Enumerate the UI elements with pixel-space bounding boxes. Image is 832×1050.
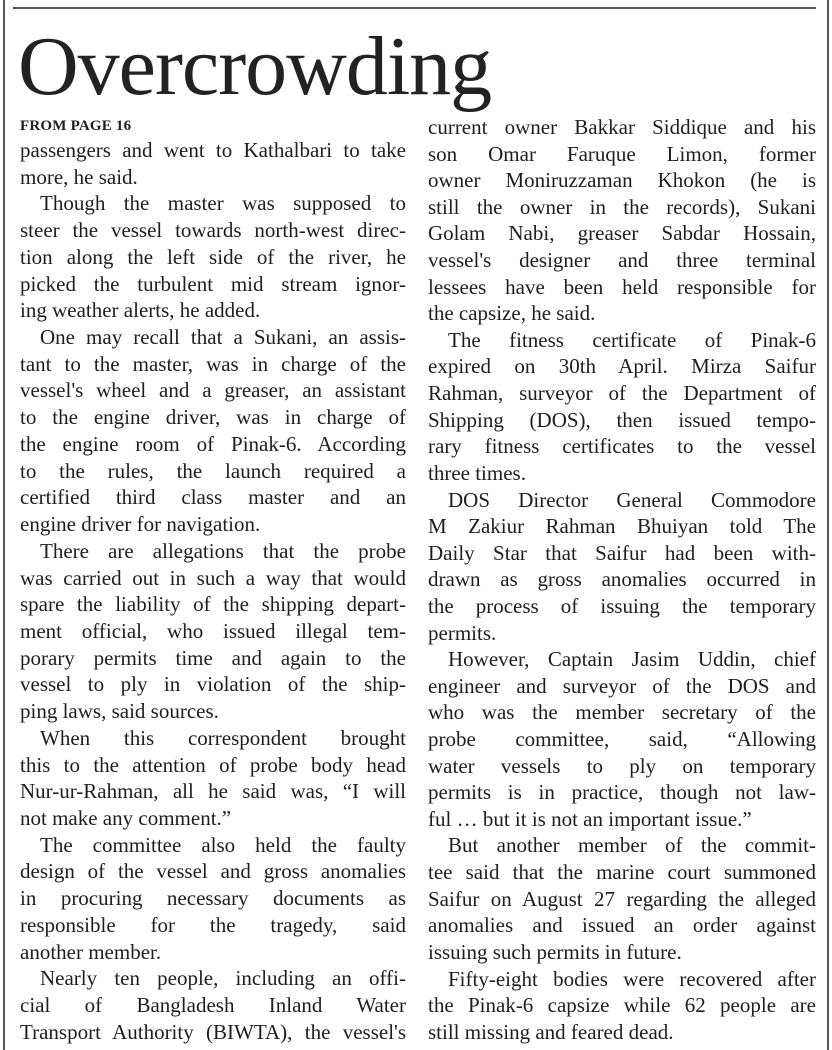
article-text-line: cial of Bangladesh Inland Water [20,993,406,1017]
clipping-border-right [827,0,829,1050]
article-text-line: another member. [20,939,162,964]
article-text-line: still missing and feared dead. [428,1019,674,1044]
article-text-line: Shipping (DOS), then issued tempo- [428,407,816,432]
article-text-line: permits is in practice, though not law- [428,780,816,805]
article-text-line: still the owner in the records), Sukani [428,194,816,219]
article-text-line: to the engine driver, was in charge of [20,405,406,430]
article-text-line: water vessels to ply on temporary [428,753,816,778]
article-text-line: M Zakiur Rahman Bhuiyan told The [428,514,816,539]
article-column-left [20,138,406,1044]
article-text-line: But another member of the commit- [448,833,816,858]
article-text-line: son Omar Faruque Limon, former [428,141,816,166]
article-text-line: The committee also held the faulty [40,832,406,857]
article-text-line: this to the attention of probe body head [20,752,406,777]
article-text-line: DOS Director General Commodore [448,487,816,512]
article-text-line: drawn as gross anomalies occurred in [428,567,816,592]
article-text-line: current owner Bakkar Siddique and his [428,115,816,139]
article-text-line: There are allegations that the probe [40,538,406,563]
article-text-line: tee said that the marine court summoned [428,860,816,885]
article-text-line: to the rules, the launch required a [20,458,406,483]
headline: Overcrowding [18,20,492,113]
article-text-line: vessel to ply in violation of the ship- [20,672,406,697]
clipping-border-left [3,0,5,1050]
article-text-line: expired on 30th April. Mirza Saifur [428,354,816,379]
top-rule-divider [13,7,816,9]
article-text-line: engine driver for navigation. [20,512,261,537]
article-text-line: owner Moniruzzaman Khokon (he is [428,168,816,193]
article-text-line: Transport Authority (BIWTA), the vessel's [20,1019,406,1044]
article-text-line: the capsize, he said. [428,301,596,326]
article-text-line: porary permits time and again to the [20,645,406,670]
article-text-line: ing weather alerts, he added. [20,298,261,323]
article-text-line: three times. [428,460,526,485]
article-text-line: issuing such permits in future. [428,939,682,964]
continued-from-label: FROM PAGE 16 [20,118,132,134]
article-text-line: passengers and went to Kathalbari to take [20,138,406,162]
article-text-line: certified third class master and an [20,485,406,510]
article-text-line: responsible for the tragedy, said [20,912,406,937]
article-text-line: However, Captain Jasim Uddin, chief [448,647,816,672]
article-text-line: Rahman, surveyor of the Department of [428,381,816,406]
article-text-line: not make any comment.” [20,805,232,830]
article-text-line: When this correspondent brought [40,725,406,750]
article-text-line: vessel's designer and three terminal [428,248,816,273]
article-text-line: the engine room of Pinak-6. According [20,431,406,456]
article-text-line: tion along the left side of the river, he [20,244,406,269]
article-text-line: Golam Nabi, greaser Sabdar Hossain, [428,221,816,246]
article-text-line: ment official, who issued illegal tem- [20,618,406,643]
article-text-line: steer the vessel towards north-west direc- [20,218,406,243]
article-text-line: tant to the master, was in charge of the [20,351,406,376]
article-text-line: ful … but it is not an important issue.” [428,806,752,831]
article-text-line: Fifty-eight bodies were recovered after [448,966,816,991]
article-text-line: One may recall that a Sukani, an assis- [40,325,406,350]
article-text-line: permits. [428,620,497,645]
article-text-line: engineer and surveyor of the DOS and [428,673,816,698]
article-text-line: more, he said. [20,164,138,189]
article-text-line: probe committee, said, “Allowing [428,727,816,752]
article-text-line: ping laws, said sources. [20,699,219,724]
article-text-line: lessees have been held responsible for [428,274,816,299]
article-text-line: picked the turbulent mid stream ignor- [20,271,406,296]
article-text-line: design of the vessel and gross anomalies [20,859,406,884]
article-text-line: rary fitness certificates to the vessel [428,434,816,459]
article-text-line: Though the master was supposed to [40,191,406,216]
article-text-line: The fitness certificate of Pinak-6 [448,327,816,352]
article-text-line: spare the liability of the shipping depart- [20,592,406,617]
article-text-line: vessel's wheel and a greaser, an assistant [20,378,406,403]
article-text-line: Daily Star that Saifur had been with- [428,540,816,565]
article-text-line: Nur-ur-Rahman, all he said was, “I will [20,779,406,804]
article-text-line: who was the member secretary of the [428,700,816,725]
article-text-line: the process of issuing the temporary [428,593,816,618]
article-text-line: Saifur on August 27 regarding the alleged [428,886,816,911]
article-text-line: Nearly ten people, including an offi- [40,966,406,991]
article-text-line: in procuring necessary documents as [20,886,406,911]
article-column-right [428,115,816,1044]
article-text-line: anomalies and issued an order against [428,913,816,938]
article-text-line: the Pinak-6 capsize while 62 people are [428,993,816,1018]
article-text-line: was carried out in such a way that would [20,565,406,590]
